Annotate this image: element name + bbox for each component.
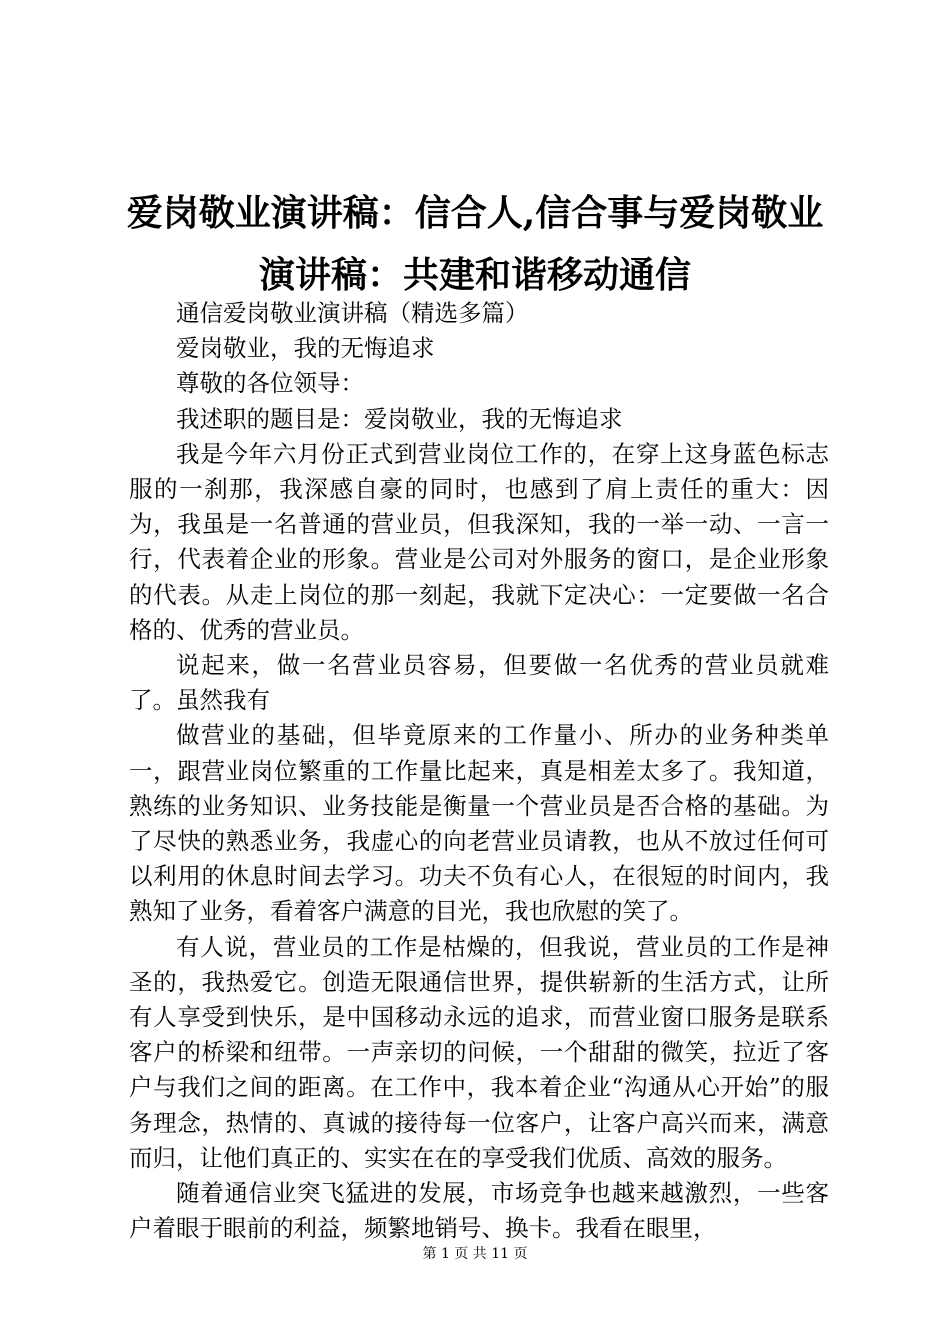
paragraph: 爱岗敬业，我的无悔追求 <box>176 334 435 363</box>
document-title <box>120 182 830 306</box>
paragraph: 随着通信业突飞猛进的发展，市场竞争也越来越激烈，一些客户着眼于眼前的利益，频繁地销号、换卡。我看在眼里， <box>129 1179 829 1243</box>
paragraph: 通信爱岗敬业演讲稿（精选多篇） <box>176 299 529 327</box>
paragraph: 尊敬的各位领导： <box>176 369 364 398</box>
paragraph: 我是今年六月份正式到营业岗位工作的，在穿上这身蓝色标志服的一刹那，我深感自豪的同时，也感到了肩上责任的重大：因为，我虽是一名普通的营业员，但我深知，我的一举一动、一言一行，代表着企业的形象。营业是公司对外服务的窗口，是企业形象的代表。从走上岗位的那一刻起，我就下定决心：一定要做一名合格的、优秀的营业员。 <box>129 439 829 644</box>
paragraph: 有人说，营业员的工作是枯燥的，但我说，营业员的工作是神圣的，我热爱它。创造无限通信世界，提供崭新的生活方式，让所有人享受到快乐，是中国移动永远的追求，而营业窗口服务是联系客户的桥梁和纽带。一声亲切的问候，一个甜甜的微笑，拉近了客户与我们之间的距离。在工作中，我本着企业“沟通从心开始”的服务理念，热情的、真诚的接待每一位客户，让客户高兴而来，满意而归，让他们真正的、实实在在的享受我们优质、高效的服务。 <box>129 932 829 1172</box>
page-footer: 第 1 页 共 11 页 <box>422 1246 528 1262</box>
paragraph: 我述职的题目是：爱岗敬业，我的无悔追求 <box>176 404 623 433</box>
title-line-1: 爱岗敬业演讲稿：信合人,信合事与爱岗敬业 <box>126 192 824 234</box>
document-body <box>129 296 829 1246</box>
paragraph: 说起来，做一名营业员容易，但要做一名优秀的营业员就难了。虽然我有 <box>129 651 829 715</box>
title-line-2: 演讲稿：共建和谐移动通信 <box>258 254 691 296</box>
paragraph: 做营业的基础，但毕竟原来的工作量小、所办的业务种类单一，跟营业岗位繁重的工作量比起来，真是相差太多了。我知道，熟练的业务知识、业务技能是衡量一个营业员是否合格的基础。为了尽快的熟悉业务，我虚心的向老营业员请教，也从不放过任何可以利用的休息时间去学习。功夫不负有心人，在很短的时间内，我熟知了业务，看着客户满意的目光，我也欣慰的笑了。 <box>129 721 829 926</box>
